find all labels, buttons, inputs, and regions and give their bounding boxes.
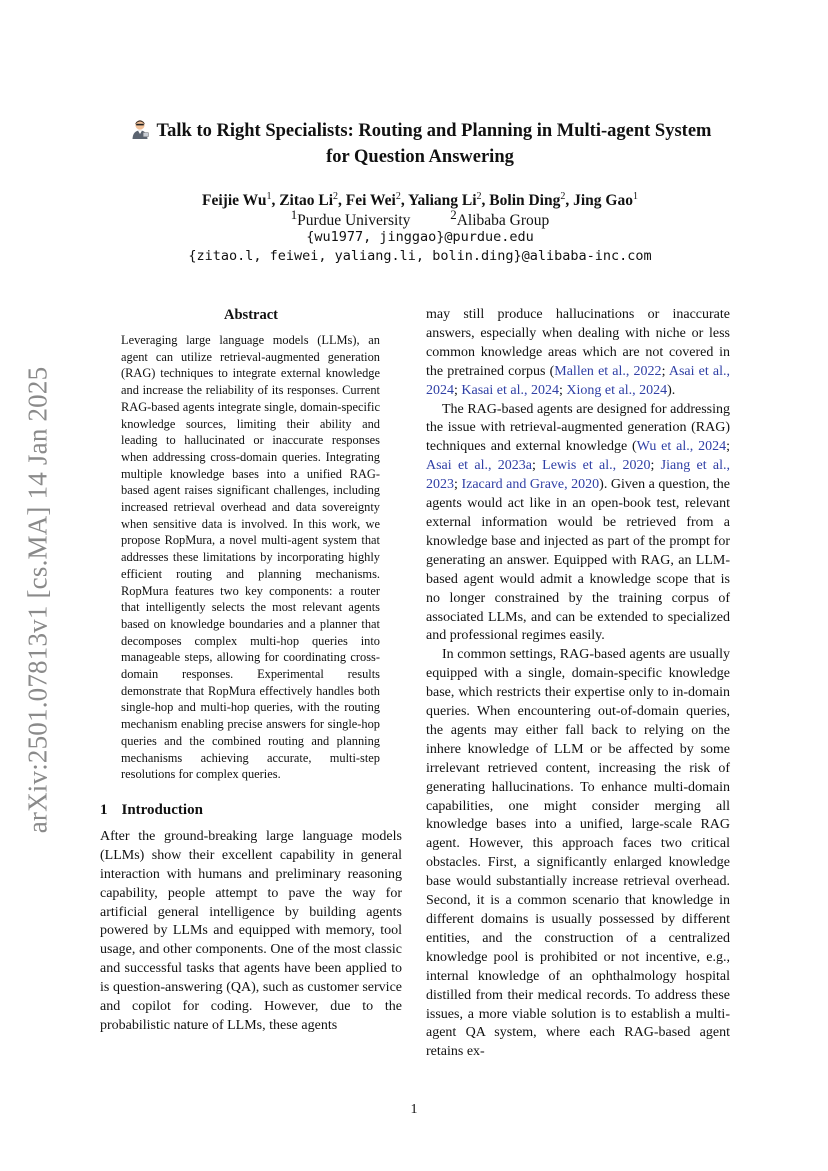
author-name: Bolin Ding <box>489 192 561 210</box>
author-name: Yaliang Li <box>408 192 477 210</box>
citation-link[interactable]: Mallen et al., 2022 <box>554 363 662 379</box>
right-column <box>426 306 730 1062</box>
citation-link[interactable]: Lewis et al., 2020 <box>542 458 651 474</box>
section-heading-introduction: 1 Introduction <box>100 801 203 818</box>
title-line-1: Talk to Right Specialists: Routing and Planning in Multi-agent System <box>100 118 740 144</box>
email-line-alibaba: {zitao.l, feiwei, yaliang.li, bolin.ding}@alibaba-inc.com <box>188 248 652 264</box>
affiliations <box>100 207 740 230</box>
citation-link[interactable]: Izacard and Grave, 2020 <box>461 477 600 493</box>
affiliation-purdue: $^1$Purdue University <box>290 207 411 230</box>
citation-link[interactable]: Kasai et al., 2024 <box>461 382 559 398</box>
intro-paragraph-rag-agents: The RAG-based agents are designed for addressing the issue with retrieval-augmented generation (RAG) techniques and external knowledge (Wu et al., 2024; Asai et al., 2023a; Lewis et al., 2020; Jiang et al., 2023; Izacard and Grave, 2020). Given a question, the agents would act like in an open-book test, relevant external information would be retrieved from a knowledge base and injected as part of the prompt for generating an answer. Equipped with RAG, an LLM-based agent would admit a knowledge scope that is no longer constrained by the training corpus of associated LLMs, and can be extended to specialized and professional regimes easily. <box>426 401 731 644</box>
affiliation-alibaba: $^2$Alibaba Group <box>450 207 550 230</box>
author-name: Feijie Wu <box>202 192 267 210</box>
specialist-emoji-icon <box>129 118 151 140</box>
intro-paragraph-common-settings: In common settings, RAG-based agents are usually equipped with a single, domain-specific knowledge base, which restricts their expertise only to in-domain queries. When encountering out-of-domain queries, the agents may either fall back to relying on the inhere knowledge of LLM or be affected by some irrelevant retrieved content, increasing the risk of generating hallucinations. To enhance multi-domain capabilities, one might consider merging all knowledge bases into a unified, large-scale RAG agent. However, this approach faces two critical obstacles. First, a significantly enlarged knowledge base would substantially increase retrieval overhead. Second, it is a common scenario that knowledge in different domains is usually possessed by different entities, and the construction of a centralized knowledge pool is prohibited or not incentive, e.g., internal knowledge of an ophthalmology hospital distilled from their medical records. To address these issues, a more viable solution is to establish a multi-agent QA system, where each RAG-based agent retains ex- <box>426 647 730 1060</box>
citation-link[interactable]: Xiong et al., 2024 <box>566 382 668 398</box>
abstract-body: Leveraging large language models (LLMs), an agent can utilize retrieval-augmented generation (RAG) techniques to integrate external knowledge and increase the reliability of its responses. Current RAG-based agents integrate single, domain-specific knowledge sources, limiting their ability and leading to hallucinated or inaccurate responses when addressing cross-domain queries. Integrating multiple knowledge bases into a unified RAG-based agent raises significant challenges, including increased retrieval overhead and data sovereignty when sensitive data is involved. In this work, we propose RopMura, a novel multi-agent system that addresses these limitations by incorporating highly efficient routing and planning mechanisms. RopMura features two key components: a router that intelligently selects the most relevant agents based on knowledge boundaries and a planner that decomposes complex multi-hop queries into manageable steps, allowing for coordinating cross-domain responses. Experimental results demonstrate that RopMura effectively handles both single-hop and multi-hop queries, with the routing mechanism enabling precise answers for single-hop queries and the combined routing and planning mechanisms achieving accurate, multi-step resolutions for complex queries. <box>121 333 380 782</box>
arxiv-side-stamp: arXiv:2501.07813v1 [cs.MA] 14 Jan 2025 <box>22 366 53 834</box>
intro-paragraph-continued: may still produce hallucinations or inaccurate answers, especially when dealing with niche or less common knowledge areas which are not covered in the pretrained corpus (Mallen et al., 2022; Asai et al., 2024; Kasai et al., 2024; Xiong et al., 2024). <box>426 307 730 398</box>
author-name: Jing Gao <box>573 192 633 210</box>
citation-link[interactable]: Jiang et al., 2023 <box>426 458 731 493</box>
author-name: Fei Wei <box>345 192 396 210</box>
email-line-purdue: {wu1977, jinggao}@purdue.edu <box>306 229 534 245</box>
author-list: Feijie Wu$^1$, Zitao Li$^2$, Fei Wei$^2$, Yaliang Li$^2$, Bolin Ding$^2$, Jing Gao$^1$ <box>202 191 638 210</box>
citation-link[interactable]: Asai et al., 2023a <box>426 458 532 474</box>
abstract-heading: Abstract <box>224 307 278 323</box>
left-column <box>100 306 402 1036</box>
intro-paragraph-1: After the ground-breaking large language models (LLMs) show their excellent capability in general interaction with humans and preliminary reasoning capability, people attempt to pave the way for artificial general intelligence by building agents powered by LLMs and equipped with memory, tool usage, and other components. One of the most classic and successful tasks that agents have been applied to is question-answering (QA), such as customer service and copilot for coding. However, due to the probabilistic nature of LLMs, these agents <box>100 828 402 1033</box>
paper-title <box>100 118 740 170</box>
author-name: Zitao Li <box>279 192 334 210</box>
citation-link[interactable]: Wu et al., 2024 <box>636 439 727 455</box>
title-line-2: for Question Answering <box>326 147 514 167</box>
page-number: 1 <box>410 1102 418 1117</box>
citation-link[interactable]: Asai et al., 2024 <box>426 363 730 398</box>
